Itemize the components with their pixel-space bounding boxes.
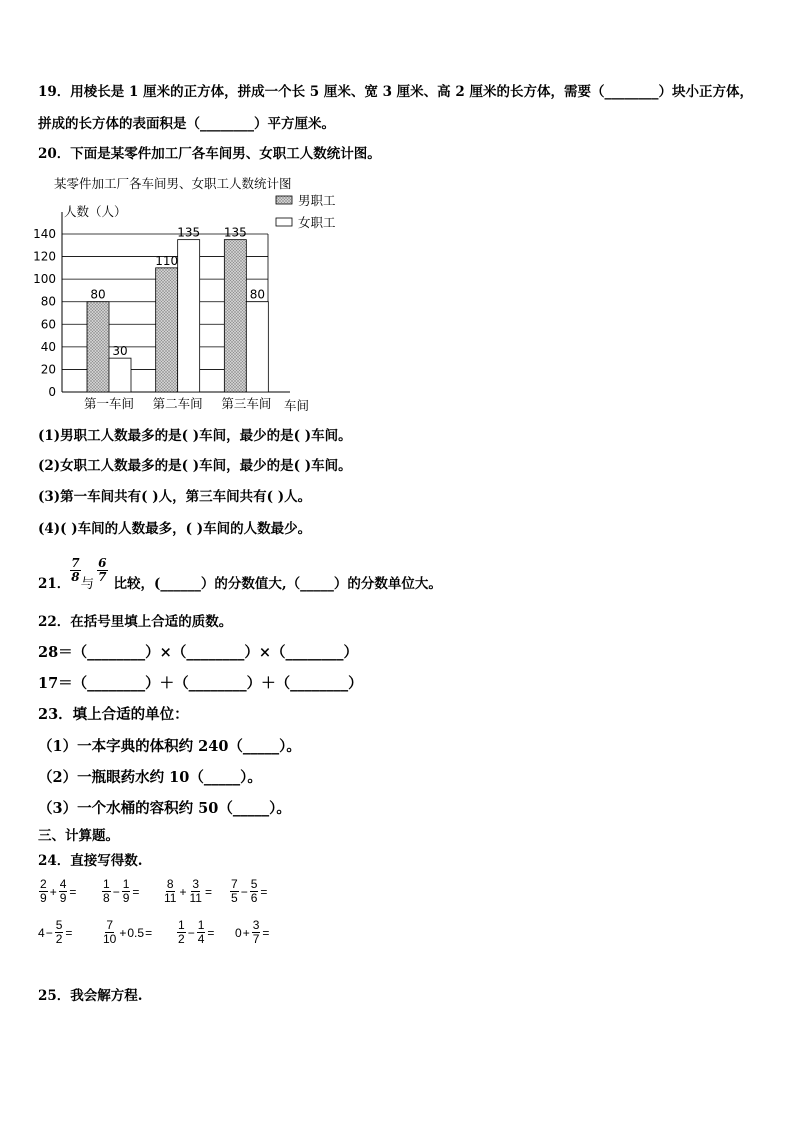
q21-fraction-1 (70, 557, 80, 584)
fraction-numerator: 1 (197, 918, 205, 932)
calc-expression (101, 878, 140, 905)
bar-value-label: 110 (155, 253, 179, 268)
q23-intro: 23．填上合适的单位： (38, 706, 189, 723)
fraction (177, 919, 186, 946)
q21-frac2-den: 7 (98, 569, 107, 584)
fraction-denominator: 9 (122, 891, 130, 905)
bar-male (87, 302, 109, 392)
chart-x-axis-label: 车间 (284, 398, 310, 413)
bar-male (224, 240, 246, 392)
fraction-numerator: 2 (40, 877, 47, 891)
fraction-denominator: 9 (40, 891, 47, 905)
y-tick-label: 80 (40, 294, 56, 309)
fraction-denominator: 10 (103, 932, 117, 946)
operator: + (119, 925, 127, 940)
bar-value-label: 135 (223, 225, 247, 240)
fraction (250, 878, 259, 905)
q22-eq2: 17＝（________）＋（________）＋（________） (38, 675, 363, 692)
fraction (230, 878, 239, 905)
q20-sub4: (4)( )车间的人数最多，( )车间的人数最少。 (38, 521, 312, 537)
fraction-numerator: 7 (106, 918, 114, 932)
y-tick-label: 100 (33, 272, 56, 287)
calc-expression (101, 919, 153, 946)
fraction (102, 919, 117, 946)
chart-y-axis-label: 人数（人） (64, 204, 127, 219)
fraction-denominator: 11 (189, 891, 202, 905)
chart-legend (276, 193, 336, 230)
y-tick-label: 60 (40, 317, 56, 332)
equals-sign: = (145, 925, 153, 940)
fraction-denominator: 9 (59, 891, 67, 905)
q20-intro: 20．下面是某零件加工厂各车间男、女职工人数统计图。 (38, 146, 381, 162)
calc-expression (229, 878, 268, 905)
bar-value-label: 30 (112, 344, 128, 359)
x-tick-label: 第三车间 (221, 396, 272, 411)
calc-expression (235, 919, 270, 946)
fraction-numerator: 5 (55, 918, 63, 932)
fraction-numerator: 3 (252, 918, 260, 932)
bar-value-label: 80 (249, 287, 265, 302)
fraction-denominator: 11 (164, 891, 177, 905)
operator: − (45, 925, 53, 940)
q21-fraction-2 (97, 557, 107, 584)
whole-number: 0.5 (127, 925, 145, 940)
calc-expression (38, 878, 77, 905)
q23-item2: （2）一瓶眼药水约 10（_____）。 (38, 769, 262, 786)
bar-chart (30, 170, 360, 420)
fraction-denominator: 5 (231, 891, 238, 905)
chart-y-ticks (33, 227, 56, 399)
fraction-numerator: 3 (192, 877, 200, 891)
fraction (122, 878, 131, 905)
fraction-denominator: 4 (197, 932, 205, 946)
q20-sub1: (1)男职工人数最多的是( )车间，最少的是( )车间。 (38, 428, 352, 444)
chart-bars (87, 226, 268, 392)
equals-sign: = (69, 884, 77, 899)
q21-frac1-num: 7 (71, 555, 80, 570)
q21-frac1-den: 8 (71, 569, 80, 584)
fraction-denominator: 2 (178, 932, 185, 946)
equals-sign: = (262, 925, 270, 940)
q22-eq1: 28＝（________）×（________）×（________） (38, 644, 358, 661)
q23-item1: （1）一本字典的体积约 240（_____）。 (38, 738, 301, 755)
bar-value-label: 80 (90, 287, 106, 302)
y-tick-label: 0 (48, 385, 56, 399)
operator: − (112, 884, 120, 899)
q20-sub2: (2)女职工人数最多的是( )车间，最少的是( )车间。 (38, 458, 352, 474)
fraction-numerator: 5 (250, 877, 258, 891)
fraction-numerator: 1 (103, 877, 110, 891)
q25-intro: 25．我会解方程. (38, 988, 143, 1004)
q21-connector: 与 (80, 576, 95, 592)
section-3-heading: 三、计算题。 (38, 828, 119, 844)
legend-swatch (276, 218, 292, 226)
bar-female (246, 302, 268, 392)
fraction (252, 919, 261, 946)
y-tick-label: 20 (40, 362, 56, 377)
fraction (39, 878, 48, 905)
y-tick-label: 40 (40, 339, 56, 354)
q19-line2: 拼成的长方体的表面积是（________）平方厘米。 (38, 116, 335, 132)
q21-line (38, 555, 442, 592)
fraction-numerator: 4 (59, 877, 67, 891)
q24-intro: 24．直接写得数. (38, 853, 143, 869)
q21-prefix: 21． (38, 576, 71, 592)
fraction (188, 878, 202, 905)
fraction-numerator: 1 (122, 877, 130, 891)
fraction-denominator: 6 (250, 891, 258, 905)
chart-title: 某零件加工厂各车间男、女职工人数统计图 (54, 176, 292, 191)
q23-item3: （3）一个水桶的容积约 50（_____）。 (38, 800, 291, 817)
equals-sign: = (207, 925, 215, 940)
q20-sub3: (3)第一车间共有( )人，第三车间共有( )人。 (38, 489, 312, 505)
operator: − (187, 925, 195, 940)
fraction (197, 919, 206, 946)
q19-line1: 19．用棱长是 1 厘米的正方体，拼成一个长 5 厘米、宽 3 厘米、高 2 厘米的长方体，需要（________）块小正方体， (38, 84, 753, 100)
equals-sign: = (132, 884, 140, 899)
fraction-denominator: 7 (252, 932, 260, 946)
q21-suffix: 比较，(______）的分数值大,（_____）的分数单位大。 (113, 576, 442, 592)
bar-female (109, 358, 131, 392)
calc-expression (162, 878, 213, 905)
legend-swatch (276, 196, 292, 204)
calc-expression (38, 919, 73, 946)
fraction-numerator: 7 (231, 877, 238, 891)
q22-intro: 22．在括号里填上合适的质数。 (38, 614, 233, 630)
fraction (102, 878, 111, 905)
bar-value-label: 135 (177, 225, 201, 240)
chart-x-ticks (84, 396, 271, 411)
equals-sign: = (260, 884, 268, 899)
fraction-denominator: 8 (103, 891, 110, 905)
legend-label: 男职工 (298, 193, 336, 208)
fraction (55, 919, 64, 946)
y-tick-label: 120 (33, 249, 56, 264)
whole-number: 0 (235, 925, 242, 940)
fraction (163, 878, 177, 905)
q21-frac2-num: 6 (98, 555, 107, 570)
fraction (59, 878, 68, 905)
operator: + (179, 884, 187, 899)
fraction-denominator: 2 (55, 932, 63, 946)
bar-male (156, 268, 178, 392)
equals-sign: = (204, 884, 212, 899)
calc-expression (176, 919, 215, 946)
fraction-numerator: 8 (166, 877, 174, 891)
x-tick-label: 第二车间 (152, 396, 203, 411)
operator: + (242, 925, 250, 940)
legend-label: 女职工 (298, 215, 336, 230)
operator: + (49, 884, 57, 899)
bar-female (178, 240, 200, 392)
whole-number: 4 (38, 925, 45, 940)
x-tick-label: 第一车间 (83, 396, 135, 411)
fraction-numerator: 1 (178, 918, 185, 932)
y-tick-label: 140 (33, 227, 56, 241)
operator: − (240, 884, 248, 899)
equals-sign: = (65, 925, 73, 940)
